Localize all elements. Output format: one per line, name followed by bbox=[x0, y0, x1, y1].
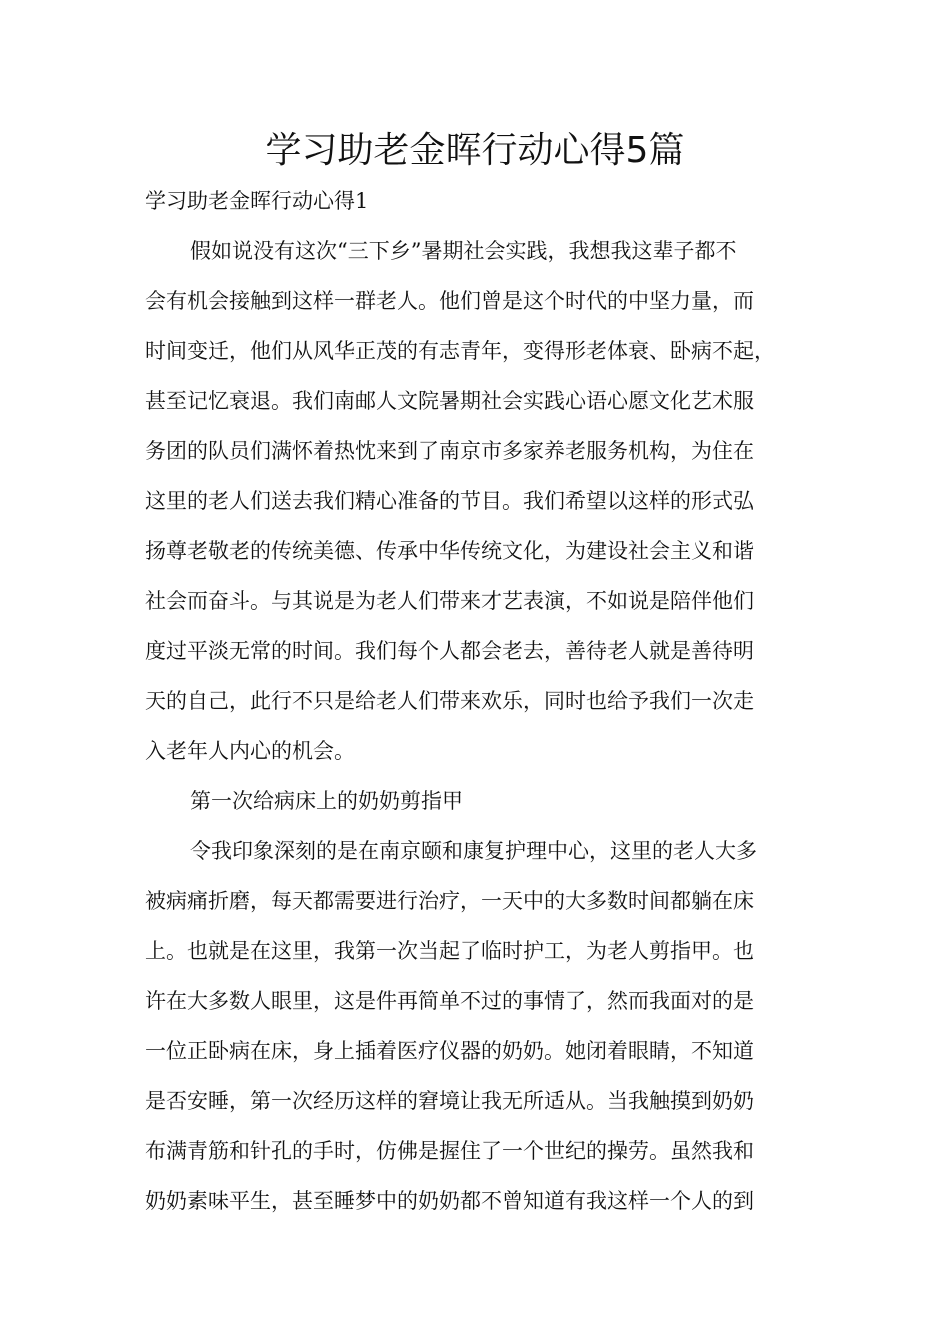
paragraph-line: 时间变迁，他们从风华正茂的有志青年，变得形老体衰、卧病不起， bbox=[145, 339, 775, 363]
paragraph-line: 许在大多数人眼里，这是件再简单不过的事情了，然而我面对的是 bbox=[145, 989, 754, 1013]
paragraph-line: 务团的队员们满怀着热忱来到了南京市多家养老服务机构，为住在 bbox=[145, 439, 754, 463]
paragraph-line: 天的自己，此行不只是给老人们带来欢乐，同时也给予我们一次走 bbox=[145, 689, 754, 713]
paragraph-line: 假如说没有这次“三下乡”暑期社会实践，我想我这辈子都不 bbox=[190, 239, 737, 263]
paragraph-line: 会有机会接触到这样一群老人。他们曾是这个时代的中坚力量，而 bbox=[145, 289, 754, 313]
paragraph-line: 上。也就是在这里，我第一次当起了临时护工，为老人剪指甲。也 bbox=[145, 939, 754, 963]
paragraph-1 bbox=[145, 226, 775, 776]
document-title: 学习助老金晖行动心得5篇 bbox=[265, 130, 685, 171]
paragraph-line: 令我印象深刻的是在南京颐和康复护理中心，这里的老人大多 bbox=[190, 839, 757, 863]
paragraph-line: 度过平淡无常的时间。我们每个人都会老去，善待老人就是善待明 bbox=[145, 639, 754, 663]
paragraph-line: 社会而奋斗。与其说是为老人们带来才艺表演，不如说是陪伴他们 bbox=[145, 589, 754, 613]
paragraph-line: 被病痛折磨，每天都需要进行治疗，一天中的大多数时间都躺在床 bbox=[145, 889, 754, 913]
paragraph-line: 布满青筋和针孔的手时，仿佛是握住了一个世纪的操劳。虽然我和 bbox=[145, 1139, 754, 1163]
section-heading: 第一次给病床上的奶奶剪指甲 bbox=[190, 789, 463, 813]
document-subtitle: 学习助老金晖行动心得1 bbox=[145, 189, 369, 213]
paragraph-line: 甚至记忆衰退。我们南邮人文院暑期社会实践心语心愿文化艺术服 bbox=[145, 389, 754, 413]
paragraph-line: 扬尊老敬老的传统美德、传承中华传统文化，为建设社会主义和谐 bbox=[145, 539, 754, 563]
paragraph-line: 是否安睡，第一次经历这样的窘境让我无所适从。当我触摸到奶奶 bbox=[145, 1089, 754, 1113]
paragraph-line: 一位正卧病在床，身上插着医疗仪器的奶奶。她闭着眼睛，不知道 bbox=[145, 1039, 754, 1063]
section-heading-block bbox=[145, 776, 463, 826]
paragraph-line: 奶奶素味平生，甚至睡梦中的奶奶都不曾知道有我这样一个人的到 bbox=[145, 1189, 754, 1213]
paragraph-line: 这里的老人们送去我们精心准备的节目。我们希望以这样的形式弘 bbox=[145, 489, 754, 513]
paragraph-2 bbox=[145, 826, 757, 1226]
paragraph-line: 入老年人内心的机会。 bbox=[145, 739, 355, 763]
